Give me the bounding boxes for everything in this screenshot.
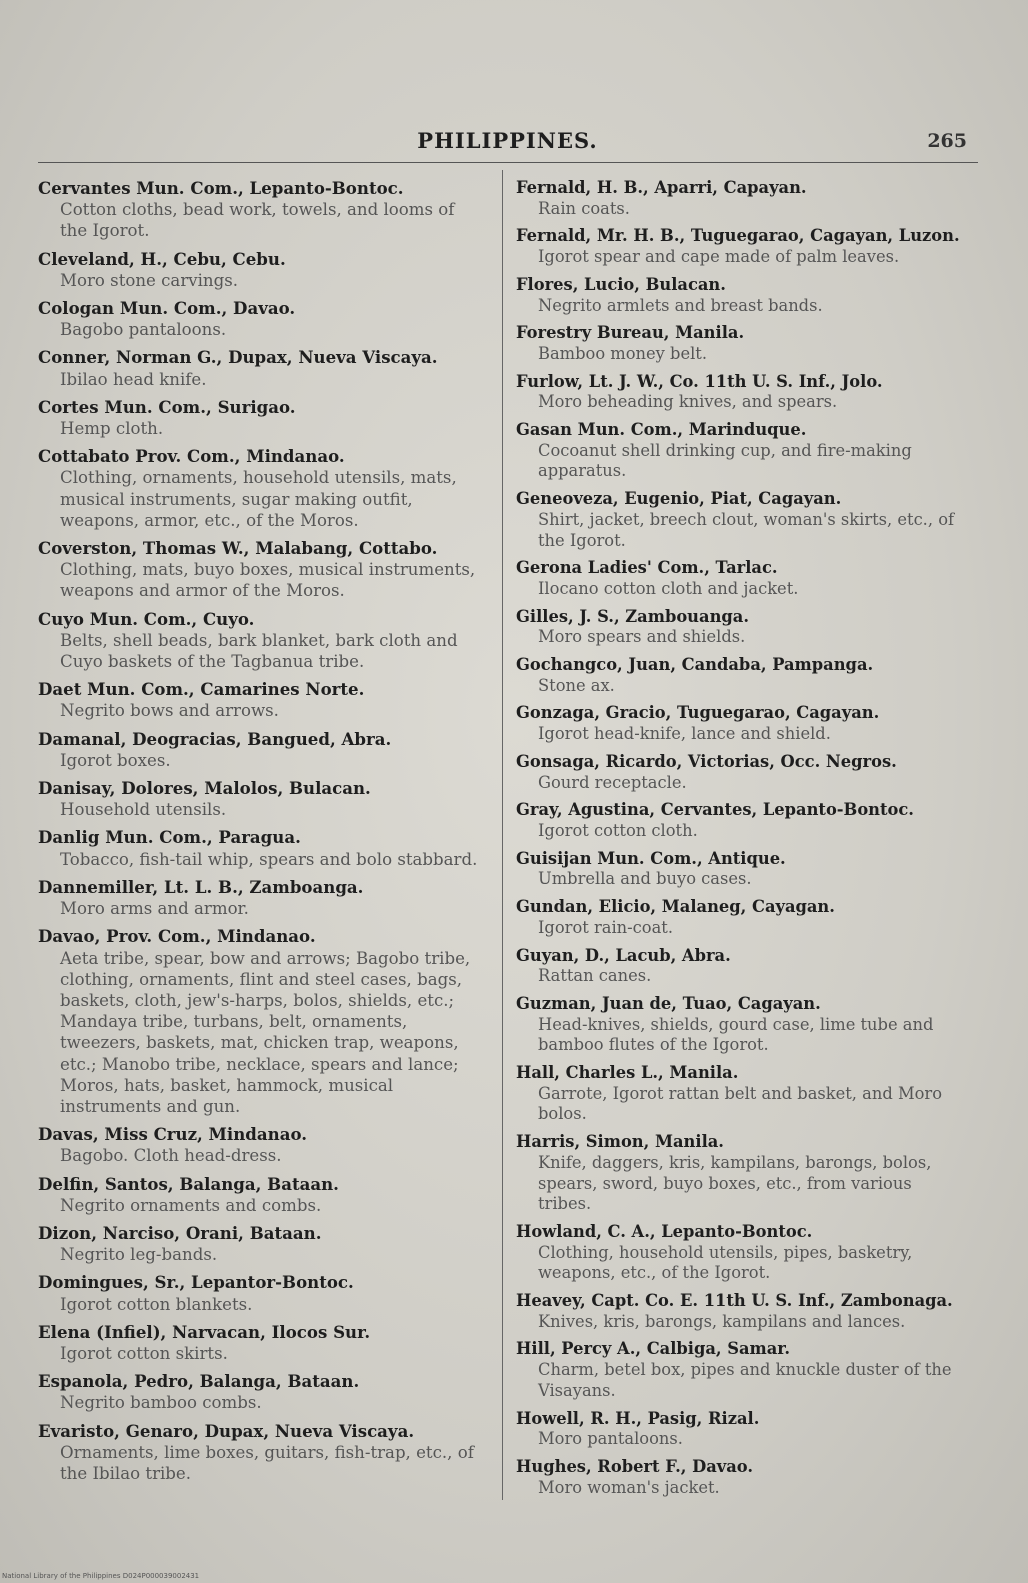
catalog-entry xyxy=(516,655,962,696)
entry-description: Igorot spear and cape made of palm leaves. xyxy=(538,247,900,267)
entry-description: Tobacco, fish-tail whip, spears and bolo stabbard. xyxy=(60,849,478,869)
left-column xyxy=(38,178,484,1491)
entry-description: Clothing, ornaments, household utensils, mats, musical instruments, sugar making outfit, weapons, armor, etc., of the Moros. xyxy=(60,468,457,530)
entry-exhibitor-name: Cologan Mun. Com., Davao. xyxy=(38,298,296,319)
entry-description: Household utensils. xyxy=(60,800,227,820)
entry-description: Moro beheading knives, and spears. xyxy=(538,392,838,412)
header-rule xyxy=(38,162,978,163)
catalog-entry xyxy=(516,1222,962,1284)
entry-exhibitor-name: Gerona Ladies' Com., Tarlac. xyxy=(516,558,778,578)
catalog-entry xyxy=(516,1409,962,1450)
entry-exhibitor-name: Espanola, Pedro, Balanga, Bataan. xyxy=(38,1371,360,1392)
entry-exhibitor-name: Danisay, Dolores, Malolos, Bulacan. xyxy=(38,778,371,799)
entry-description: Ilocano cotton cloth and jacket. xyxy=(538,578,799,598)
catalog-entry xyxy=(38,926,484,1117)
entry-description: Negrito leg-bands. xyxy=(60,1245,218,1265)
entry-description: Igorot cotton blankets. xyxy=(60,1294,253,1314)
page-header xyxy=(40,128,975,158)
entry-exhibitor-name: Hill, Percy A., Calbiga, Samar. xyxy=(516,1339,791,1359)
catalog-entry xyxy=(516,323,962,364)
entry-description: Head-knives, shields, gourd case, lime tube and bamboo flutes of the Igorot. xyxy=(538,1014,934,1055)
entry-description: Stone ax. xyxy=(538,675,615,695)
catalog-entry xyxy=(38,827,484,869)
entry-exhibitor-name: Harris, Simon, Manila. xyxy=(516,1132,724,1152)
catalog-entry xyxy=(38,446,484,531)
catalog-entry xyxy=(38,1421,484,1485)
catalog-entry xyxy=(38,778,484,820)
catalog-entry xyxy=(516,420,962,482)
catalog-entry xyxy=(38,298,484,340)
entry-description: Knives, kris, barongs, kampilans and lances. xyxy=(538,1311,906,1331)
entry-exhibitor-name: Howell, R. H., Pasig, Rizal. xyxy=(516,1408,760,1428)
catalog-entry xyxy=(38,178,484,242)
entry-description: Moro stone carvings. xyxy=(60,270,239,290)
page-number: 265 xyxy=(927,130,967,152)
entry-exhibitor-name: Howland, C. A., Lepanto-Bontoc. xyxy=(516,1221,813,1241)
entry-exhibitor-name: Evaristo, Genaro, Dupax, Nueva Viscaya. xyxy=(38,1420,415,1441)
catalog-entry xyxy=(516,489,962,551)
entry-description: Moro spears and shields. xyxy=(538,627,746,647)
catalog-entry xyxy=(516,800,962,841)
entry-exhibitor-name: Gundan, Elicio, Malaneg, Cayagan. xyxy=(516,897,835,917)
entry-exhibitor-name: Geneoveza, Eugenio, Piat, Cagayan. xyxy=(516,489,842,509)
catalog-entry xyxy=(38,249,484,291)
catalog-entry xyxy=(516,849,962,890)
entry-description: Umbrella and buyo cases. xyxy=(538,869,752,889)
entry-exhibitor-name: Heavey, Capt. Co. E. 11th U. S. Inf., Zambonaga. xyxy=(516,1291,953,1311)
entry-exhibitor-name: Cottabato Prov. Com., Mindanao. xyxy=(38,446,345,467)
entry-description: Igorot cotton skirts. xyxy=(60,1343,228,1363)
page-title: PHILIPPINES. xyxy=(417,128,598,153)
catalog-entry xyxy=(38,1174,484,1216)
catalog-entry xyxy=(38,609,484,673)
catalog-entry xyxy=(38,347,484,389)
entry-description: Bagobo pantaloons. xyxy=(60,320,227,340)
entry-exhibitor-name: Gonzaga, Gracio, Tuguegarao, Cagayan. xyxy=(516,703,880,723)
entry-exhibitor-name: Gonsaga, Ricardo, Victorias, Occ. Negros. xyxy=(516,751,897,771)
catalog-entry xyxy=(38,1223,484,1265)
entry-description: Aeta tribe, spear, bow and arrows; Bagobo tribe, clothing, ornaments, flint and steel cases, bags, baskets, cloth, jew's-harps, bolos, shields, etc.; Mandaya tribe, turbans, belt, ornaments, tweezers, baskets, mat, chicken trap, weapons, etc.; Manobo tribe, necklace, spears and lance; Moros, hats, basket, hammock, musical instruments and gun. xyxy=(60,948,471,1116)
entry-description: Clothing, mats, buyo boxes, musical instruments, weapons and armor of the Moros. xyxy=(60,560,476,601)
entry-exhibitor-name: Fernald, Mr. H. B., Tuguegarao, Cagayan, Luzon. xyxy=(516,226,960,246)
entry-exhibitor-name: Dannemiller, Lt. L. B., Zamboanga. xyxy=(38,876,364,897)
entry-exhibitor-name: Forestry Bureau, Manila. xyxy=(516,323,745,343)
catalog-entry xyxy=(516,558,962,599)
column-divider xyxy=(502,170,503,1500)
entry-description: Clothing, household utensils, pipes, basketry, weapons, etc., of the Igorot. xyxy=(538,1242,913,1283)
catalog-entry xyxy=(516,226,962,267)
entry-description: Negrito ornaments and combs. xyxy=(60,1195,322,1215)
entry-exhibitor-name: Gasan Mun. Com., Marinduque. xyxy=(516,420,807,440)
entry-exhibitor-name: Conner, Norman G., Dupax, Nueva Viscaya. xyxy=(38,347,438,368)
entry-exhibitor-name: Fernald, H. B., Aparri, Capayan. xyxy=(516,178,807,197)
entry-exhibitor-name: Cortes Mun. Com., Surigao. xyxy=(38,396,296,417)
entry-description: Bamboo money belt. xyxy=(538,343,708,363)
entry-description: Moro pantaloons. xyxy=(538,1429,683,1449)
entry-description: Shirt, jacket, breech clout, woman's skirts, etc., of the Igorot. xyxy=(538,509,955,550)
entry-description: Cotton cloths, bead work, towels, and looms of the Igorot. xyxy=(60,200,455,241)
catalog-entry xyxy=(516,1457,962,1498)
entry-description: Negrito armlets and breast bands. xyxy=(538,295,823,315)
entry-description: Ibilao head knife. xyxy=(60,369,207,389)
catalog-entry xyxy=(516,372,962,413)
entry-exhibitor-name: Davas, Miss Cruz, Mindanao. xyxy=(38,1124,308,1145)
catalog-entry xyxy=(516,1291,962,1332)
entry-description: Moro arms and armor. xyxy=(60,899,249,919)
entry-description: Igorot rain-coat. xyxy=(538,917,673,937)
entry-description: Igorot head-knife, lance and shield. xyxy=(538,724,831,744)
entry-description: Negrito bows and arrows. xyxy=(60,701,279,721)
entry-exhibitor-name: Gochangco, Juan, Candaba, Pampanga. xyxy=(516,655,874,675)
entry-description: Garrote, Igorot rattan belt and basket, and Moro bolos. xyxy=(538,1083,943,1124)
entry-exhibitor-name: Cleveland, H., Cebu, Cebu. xyxy=(38,248,286,269)
entry-exhibitor-name: Gray, Agustina, Cervantes, Lepanto-Bontoc. xyxy=(516,800,914,820)
entry-description: Knife, daggers, kris, kampilans, barongs, bolos, spears, sword, buyo boxes, etc., from various tribes. xyxy=(538,1152,932,1214)
entry-description: Moro woman's jacket. xyxy=(538,1477,720,1497)
catalog-entry xyxy=(38,397,484,439)
entry-exhibitor-name: Guyan, D., Lacub, Abra. xyxy=(516,945,731,965)
entry-description: Igorot cotton cloth. xyxy=(538,820,698,840)
entry-exhibitor-name: Coverston, Thomas W., Malabang, Cottabo. xyxy=(38,538,438,559)
catalog-entry xyxy=(516,946,962,987)
entry-exhibitor-name: Danlig Mun. Com., Paragua. xyxy=(38,827,301,848)
catalog-entry xyxy=(516,1063,962,1125)
catalog-entry xyxy=(38,538,484,602)
entry-exhibitor-name: Hughes, Robert F., Davao. xyxy=(516,1456,754,1476)
entry-description: Hemp cloth. xyxy=(60,419,164,439)
entry-description: Ornaments, lime boxes, guitars, fish-trap, etc., of the Ibilao tribe. xyxy=(60,1442,474,1483)
catalog-entry xyxy=(38,1124,484,1166)
entry-description: Gourd receptacle. xyxy=(538,772,687,792)
entry-exhibitor-name: Cuyo Mun. Com., Cuyo. xyxy=(38,608,255,629)
catalog-entry xyxy=(38,877,484,919)
entry-description: Cocoanut shell drinking cup, and fire-making apparatus. xyxy=(538,440,912,481)
entry-exhibitor-name: Gilles, J. S., Zambouanga. xyxy=(516,606,750,626)
catalog-entry xyxy=(516,703,962,744)
catalog-entry xyxy=(38,1272,484,1314)
entry-exhibitor-name: Davao, Prov. Com., Mindanao. xyxy=(38,926,316,947)
entry-exhibitor-name: Cervantes Mun. Com., Lepanto-Bontoc. xyxy=(38,178,404,198)
entry-exhibitor-name: Dizon, Narciso, Orani, Bataan. xyxy=(38,1222,322,1243)
catalog-entry xyxy=(516,275,962,316)
entry-exhibitor-name: Hall, Charles L., Manila. xyxy=(516,1063,739,1083)
entry-exhibitor-name: Guisijan Mun. Com., Antique. xyxy=(516,848,786,868)
entry-exhibitor-name: Elena (Infiel), Narvacan, Ilocos Sur. xyxy=(38,1321,371,1342)
entry-description: Rain coats. xyxy=(538,198,630,218)
entry-exhibitor-name: Furlow, Lt. J. W., Co. 11th U. S. Inf., Jolo. xyxy=(516,371,883,391)
entry-exhibitor-name: Delfin, Santos, Balanga, Bataan. xyxy=(38,1173,339,1194)
entry-exhibitor-name: Flores, Lucio, Bulacan. xyxy=(516,274,726,294)
entry-description: Negrito bamboo combs. xyxy=(60,1393,262,1413)
catalog-entry xyxy=(516,752,962,793)
entry-exhibitor-name: Damanal, Deogracias, Bangued, Abra. xyxy=(38,728,392,749)
catalog-entry xyxy=(516,897,962,938)
catalog-entry xyxy=(38,729,484,771)
catalog-entry xyxy=(38,679,484,721)
catalog-entry xyxy=(38,1371,484,1413)
entry-description: Belts, shell beads, bark blanket, bark cloth and Cuyo baskets of the Tagbanua tribe. xyxy=(60,630,458,672)
catalog-entry xyxy=(516,607,962,648)
entry-description: Igorot boxes. xyxy=(60,750,171,770)
entry-exhibitor-name: Guzman, Juan de, Tuao, Cagayan. xyxy=(516,993,821,1013)
entry-description: Bagobo. Cloth head-dress. xyxy=(60,1146,282,1166)
entry-description: Rattan canes. xyxy=(538,966,652,986)
catalog-entry xyxy=(38,1322,484,1364)
catalog-entry xyxy=(516,1132,962,1215)
catalog-entry xyxy=(516,994,962,1056)
scan-source-footer: National Library of the Philippines D024P000039002431 xyxy=(2,1572,200,1580)
catalog-entry xyxy=(516,1339,962,1401)
entry-exhibitor-name: Daet Mun. Com., Camarines Norte. xyxy=(38,679,365,700)
catalog-entry xyxy=(516,178,962,219)
entry-description: Charm, betel box, pipes and knuckle duster of the Visayans. xyxy=(538,1360,952,1400)
right-column xyxy=(516,178,962,1505)
entry-exhibitor-name: Domingues, Sr., Lepantor-Bontoc. xyxy=(38,1272,354,1293)
